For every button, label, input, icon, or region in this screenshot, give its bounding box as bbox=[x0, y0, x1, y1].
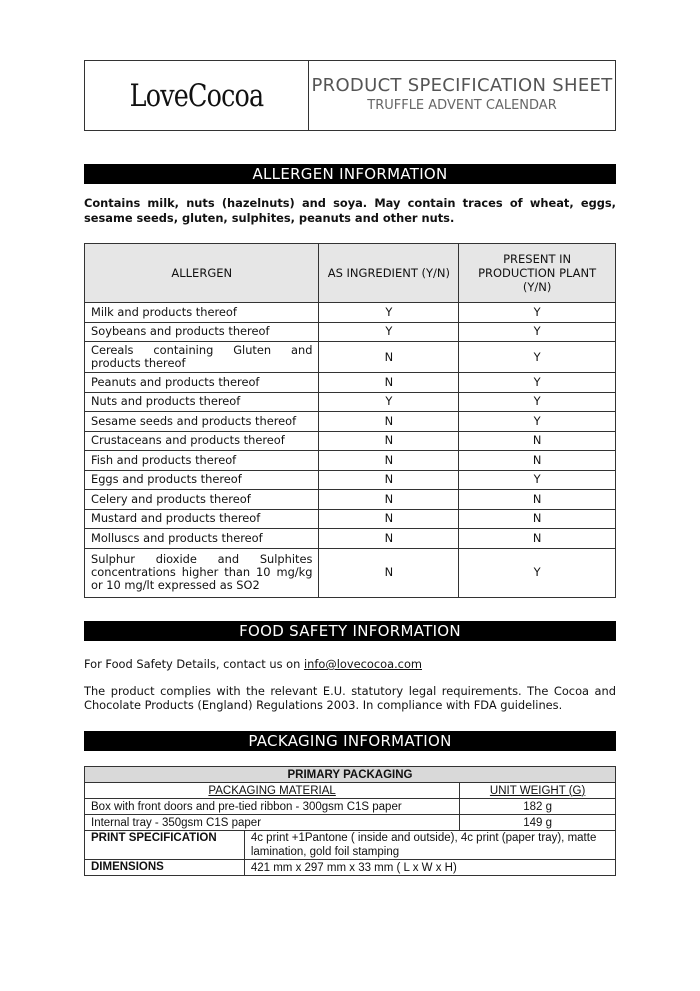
allergen-heading: ALLERGEN INFORMATION bbox=[84, 164, 616, 184]
present-in-plant-value: N bbox=[459, 431, 616, 451]
as-ingredient-value: N bbox=[319, 470, 459, 490]
allergen-row bbox=[85, 322, 616, 342]
contact-text: For Food Safety Details, contact us on bbox=[84, 657, 304, 671]
as-ingredient-value: N bbox=[319, 373, 459, 393]
document-title: PRODUCT SPECIFICATION SHEET bbox=[311, 74, 613, 96]
allergen-row bbox=[85, 392, 616, 412]
allergen-name: Nuts and products thereof bbox=[85, 392, 319, 412]
col-as-ingredient: AS INGREDIENT (Y/N) bbox=[319, 244, 459, 303]
allergen-name: Crustaceans and products thereof bbox=[85, 431, 319, 451]
present-in-plant-value: Y bbox=[459, 392, 616, 412]
present-in-plant-value: N bbox=[459, 529, 616, 549]
compliance-text: The product complies with the relevant E.U. statutory legal requirements. The Cocoa and Chocolate Products (England) Regulations 2003. In compliance with FDA guidelines. bbox=[84, 684, 616, 712]
present-in-plant-value: Y bbox=[459, 412, 616, 432]
as-ingredient-value: N bbox=[319, 412, 459, 432]
packaging-weight: 149 g bbox=[460, 815, 616, 831]
allergen-table-header bbox=[85, 244, 616, 303]
as-ingredient-value: N bbox=[319, 431, 459, 451]
present-in-plant-value: Y bbox=[459, 322, 616, 342]
col-packaging-material: PACKAGING MATERIAL bbox=[85, 783, 460, 799]
print-spec-label: PRINT SPECIFICATION bbox=[85, 831, 245, 860]
present-in-plant-value: Y bbox=[459, 342, 616, 373]
packaging-material: Box with front doors and pre-tied ribbon - 300gsm C1S paper bbox=[85, 799, 460, 815]
packaging-row bbox=[85, 815, 616, 831]
allergen-name: Molluscs and products thereof bbox=[85, 529, 319, 549]
packaging-material: Internal tray - 350gsm C1S paper bbox=[85, 815, 460, 831]
allergen-name: Sesame seeds and products thereof bbox=[85, 412, 319, 432]
logo-cell bbox=[85, 61, 309, 130]
as-ingredient-value: N bbox=[319, 490, 459, 510]
email-link[interactable]: info@lovecocoa.com bbox=[303, 657, 423, 671]
present-in-plant-value: N bbox=[459, 451, 616, 471]
as-ingredient-value: Y bbox=[319, 322, 459, 342]
brand-logo: LoveCocoa bbox=[129, 77, 264, 114]
present-in-plant-value: Y bbox=[459, 373, 616, 393]
allergen-name: Eggs and products thereof bbox=[85, 470, 319, 490]
allergen-row bbox=[85, 490, 616, 510]
allergen-row bbox=[85, 342, 616, 373]
packaging-heading: PACKAGING INFORMATION bbox=[84, 731, 616, 751]
food-safety-heading: FOOD SAFETY INFORMATION bbox=[84, 621, 616, 641]
as-ingredient-value: N bbox=[319, 509, 459, 529]
as-ingredient-value: N bbox=[319, 451, 459, 471]
as-ingredient-value: Y bbox=[319, 392, 459, 412]
header-box bbox=[84, 60, 616, 131]
as-ingredient-value: N bbox=[319, 548, 459, 597]
allergen-name: Milk and products thereof bbox=[85, 303, 319, 323]
present-in-plant-value: Y bbox=[459, 470, 616, 490]
allergen-row bbox=[85, 548, 616, 597]
as-ingredient-value: N bbox=[319, 342, 459, 373]
allergen-row bbox=[85, 509, 616, 529]
food-safety-contact bbox=[84, 657, 616, 671]
allergen-row bbox=[85, 451, 616, 471]
allergen-name: Cereals containing Gluten and products thereof bbox=[85, 342, 319, 373]
title-cell bbox=[309, 61, 615, 130]
packaging-weight: 182 g bbox=[460, 799, 616, 815]
allergen-name: Soybeans and products thereof bbox=[85, 322, 319, 342]
present-in-plant-value: N bbox=[459, 509, 616, 529]
allergen-name: Peanuts and products thereof bbox=[85, 373, 319, 393]
allergen-table bbox=[84, 243, 616, 598]
allergen-row bbox=[85, 431, 616, 451]
allergen-row bbox=[85, 529, 616, 549]
allergen-name: Mustard and products thereof bbox=[85, 509, 319, 529]
as-ingredient-value: Y bbox=[319, 303, 459, 323]
dimensions-value: 421 mm x 297 mm x 33 mm ( L x W x H) bbox=[244, 860, 615, 876]
primary-packaging-title: PRIMARY PACKAGING bbox=[85, 767, 616, 783]
allergen-name: Sulphur dioxide and Sulphites concentrations higher than 10 mg/kg or 10 mg/lt expressed as SO2 bbox=[85, 548, 319, 597]
allergen-row bbox=[85, 303, 616, 323]
print-spec-value: 4c print +1Pantone ( inside and outside), 4c print (paper tray), matte lamination, gold foil stamping bbox=[244, 831, 615, 860]
present-in-plant-value: Y bbox=[459, 303, 616, 323]
packaging-row bbox=[85, 799, 616, 815]
allergen-row bbox=[85, 373, 616, 393]
dimensions-label: DIMENSIONS bbox=[85, 860, 245, 876]
allergen-name: Celery and products thereof bbox=[85, 490, 319, 510]
packaging-table bbox=[84, 766, 616, 876]
present-in-plant-value: N bbox=[459, 490, 616, 510]
allergen-name: Fish and products thereof bbox=[85, 451, 319, 471]
allergen-row bbox=[85, 412, 616, 432]
col-present-in-plant: PRESENT IN PRODUCTION PLANT (Y/N) bbox=[459, 244, 616, 303]
col-allergen: ALLERGEN bbox=[85, 244, 319, 303]
as-ingredient-value: N bbox=[319, 529, 459, 549]
document-subtitle: TRUFFLE ADVENT CALENDAR bbox=[367, 97, 557, 113]
allergen-row bbox=[85, 470, 616, 490]
allergen-note: Contains milk, nuts (hazelnuts) and soya. May contain traces of wheat, eggs, sesame seeds, gluten, sulphites, peanuts and other nuts. bbox=[84, 196, 616, 225]
present-in-plant-value: Y bbox=[459, 548, 616, 597]
col-unit-weight: UNIT WEIGHT (G) bbox=[460, 783, 616, 799]
